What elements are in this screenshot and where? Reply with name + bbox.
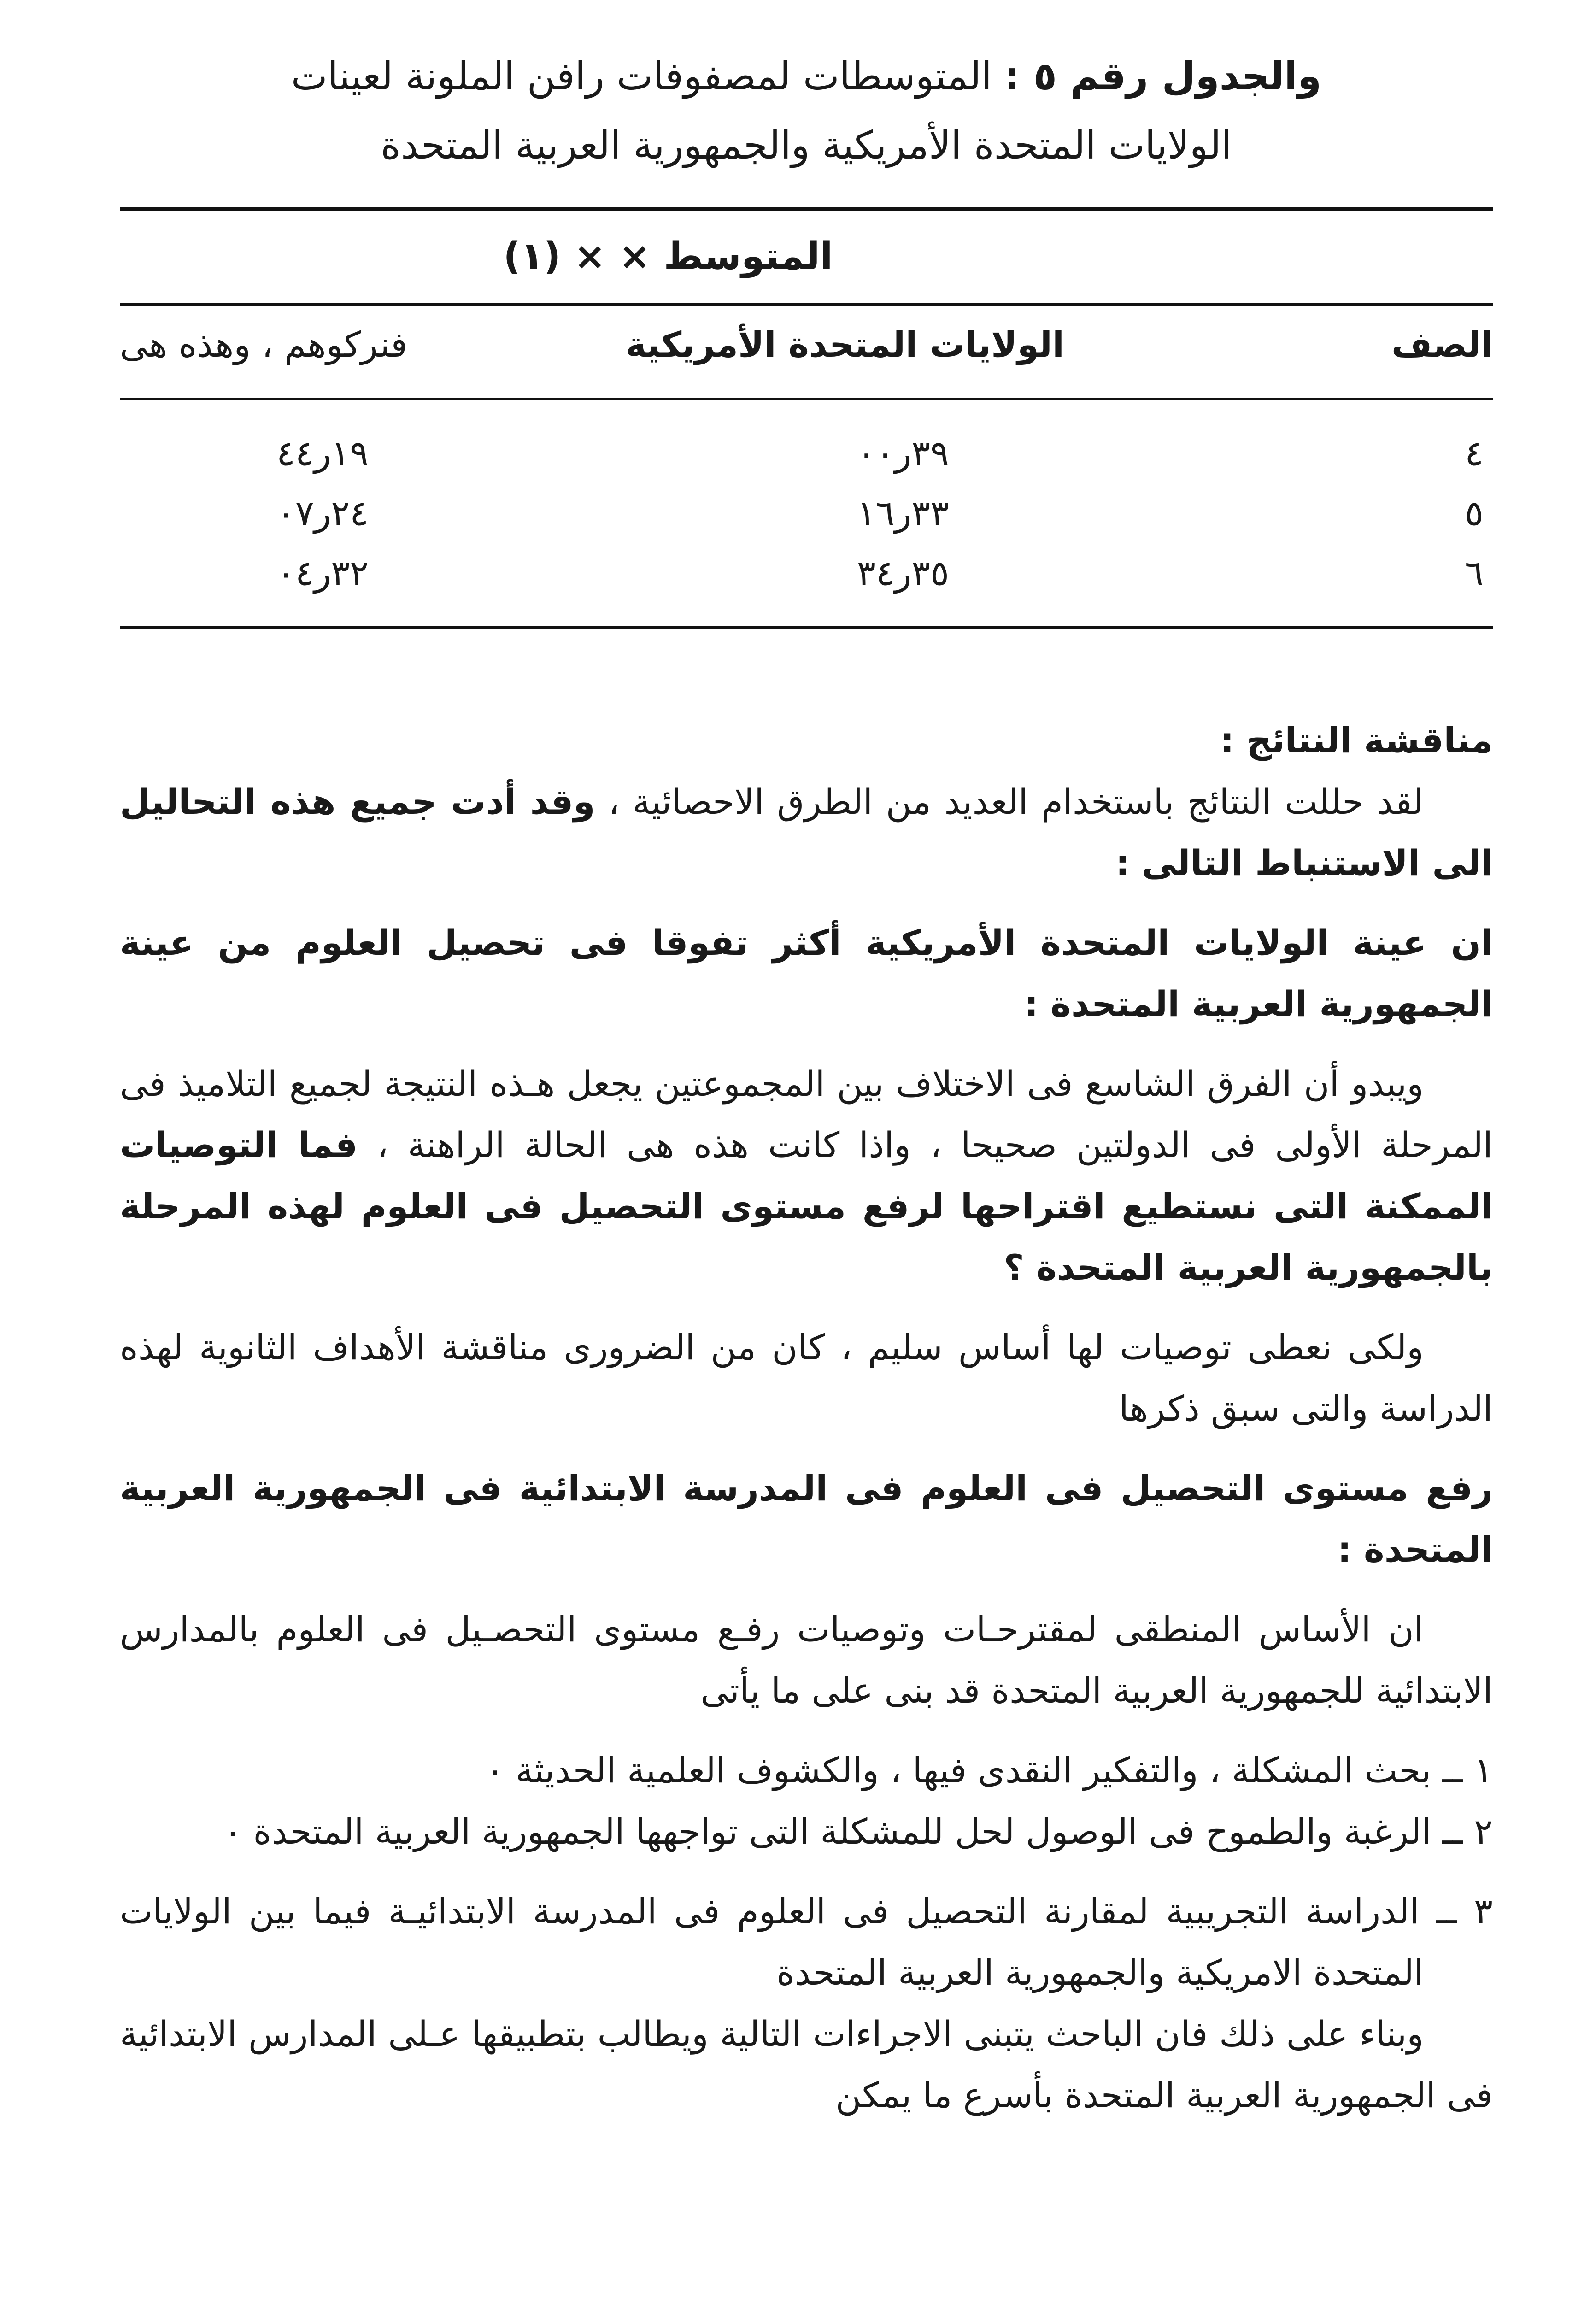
cell-usa: ٣٣ر١٦: [857, 493, 949, 534]
cell-uar: ٢٤ر٠٧: [276, 493, 369, 534]
table-header-row: [120, 306, 1493, 398]
cell-grade: ٤: [1465, 433, 1484, 474]
body-text: [120, 710, 1493, 2126]
table-average-title: المتوسط × × (١): [503, 235, 833, 278]
table-row: [120, 479, 1493, 539]
table-body: [120, 400, 1493, 626]
list-item: ١ ــ بحث المشكلة ، والتفكير النقدى فيها ، والكشوف العلمية الحديثة ٠: [485, 1750, 1493, 1791]
table-row: [120, 539, 1493, 599]
averages-table: [120, 207, 1493, 629]
header-usa: الولايات المتحدة الأمريكية: [625, 324, 1064, 365]
table-caption: [120, 41, 1493, 180]
paragraph-2-bold: فما التوصيات الممكنة التى نستطيع اقتراحها لرفع مستوى التحصيل فى العلوم لهذه المرحلة بالجمهورية العربية المتحدة ؟: [120, 1124, 1493, 1288]
cell-usa: ٣٩ر٠٠: [857, 433, 949, 474]
paragraph-4: ان الأساس المنطقى لمقترحـات وتوصيات رفـع مستوى التحصـيل فى العلوم بالمدارس الابتدائية للجمهورية العربية المتحدة قد بنى على ما يأتى: [120, 1609, 1493, 1711]
table-top-rule: [120, 207, 1493, 211]
list-item: ٢ ــ الرغبة والطموح فى الوصول لحل للمشكلة التى تواجهها الجمهورية العربية المتحدة ٠: [223, 1811, 1493, 1852]
discussion-heading: مناقشة النتائج :: [1220, 720, 1493, 761]
caption-line2: الولايات المتحدة الأمريكية والجمهورية العربية المتحدة: [381, 123, 1232, 168]
paragraph-1-text: لقد حللت النتائج باستخدام العديد من الطرق الاحصائية ،: [608, 781, 1424, 822]
paragraph-2-text: ويبدو أن الفرق الشاسع فى الاختلاف بين المجموعتين يجعل هـذه النتيجة لجميع التلاميذ فى المرحلة الأولى فى الدولتين صحيحا ، واذا كانت هذه هى الحالة الراهنة ،: [120, 1063, 1493, 1165]
paragraph-3: ولكى نعطى توصيات لها أساس سليم ، كان من الضرورى مناقشة الأهداف الثانوية لهذه الدراسة والتى سبق ذكرها: [120, 1327, 1493, 1429]
paragraph-1: [120, 771, 1493, 893]
table-bottom-rule: [120, 626, 1493, 629]
section-heading: رفع مستوى التحصيل فى العلوم فى المدرسة الابتدائية فى الجمهورية العربية المتحدة :: [120, 1468, 1493, 1570]
finding-heading: ان عينة الولايات المتحدة الأمريكية أكثر تفوقا فى تحصيل العلوم من عينة الجمهورية العربية المتحدة :: [120, 922, 1493, 1024]
paragraph-1-bold: وقد أدت جميع هذه التحاليل الى الاستنباط التالى :: [120, 781, 1493, 883]
paragraph-2: [120, 1053, 1493, 1298]
cell-usa: ٣٥ر٣٤: [857, 552, 949, 594]
paragraph-5: وبناء على ذلك فان الباحث يتبنى الاجراءات التالية ويطالب بتطبيقها عـلى المدارس الابتدائية فى الجمهورية العربية المتحدة بأسرع ما يمكن: [120, 2013, 1493, 2116]
document-page: [120, 41, 1493, 2304]
cell-grade: ٥: [1465, 493, 1484, 534]
table-row: [120, 419, 1493, 479]
caption-lead: والجدول رقم ٥ :: [1004, 53, 1322, 99]
header-grade: الصف: [1391, 324, 1493, 365]
cell-uar: ١٩ر٤٤: [276, 433, 369, 474]
cell-uar: ٣٢ر٠٤: [276, 552, 369, 594]
cell-grade: ٦: [1465, 552, 1484, 594]
caption-line1: المتوسطات لمصفوفات رافن الملونة لعينات: [291, 53, 992, 99]
header-uar: فنركوهم ، وهذه هى: [120, 324, 408, 365]
list-item: ٣ ــ الدراسة التجريبية لمقارنة التحصيل فى العلوم فى المدرسة الابتدائيـة فيما بين الولايات المتحدة الامريكية والجمهورية العربية المتحدة: [120, 1891, 1493, 1993]
